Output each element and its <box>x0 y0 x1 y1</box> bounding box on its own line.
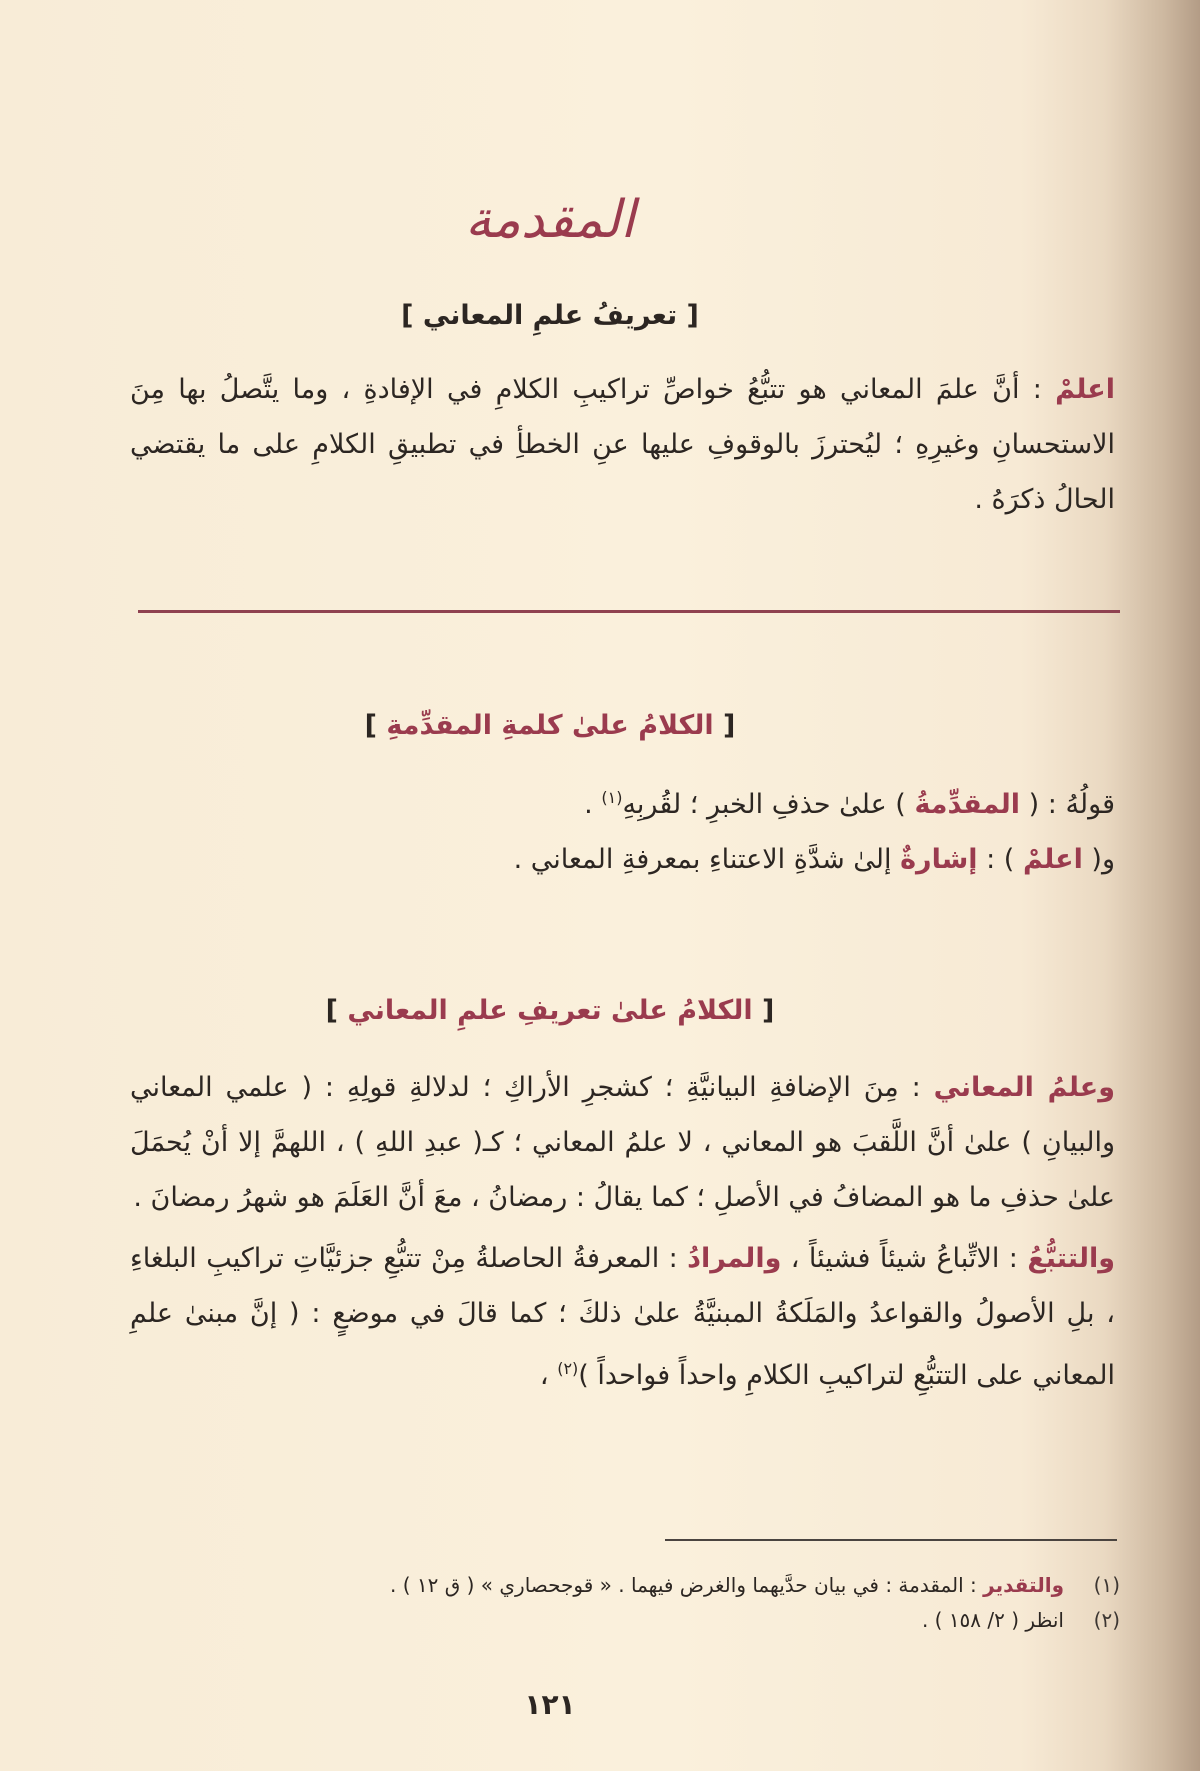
commentary-line-2: و( اعلمْ ) : إشارةٌ إلىٰ شدَّةِ الاعتناءِ بمعرفةِ المعاني . <box>513 844 1115 875</box>
definition-commentary <box>130 1060 1115 1403</box>
section-heading-definition-commentary <box>0 995 1100 1026</box>
quoted-term: المقدِّمةُ <box>914 789 1021 820</box>
page-title: المقدمة <box>465 190 635 250</box>
lead-term: وعلمُ المعاني <box>933 1072 1115 1103</box>
bracket-open: [ <box>752 995 775 1026</box>
footnote-number: (١) <box>1093 1573 1120 1597</box>
definition-paragraph-block <box>130 362 1115 527</box>
commentary-line-1: قولُهُ : ( المقدِّمةُ ) علىٰ حذفِ الخبرِ ؛ لقُربِهِ$^{(١)}$ . <box>584 788 1115 820</box>
footnote-1 <box>130 1568 1120 1603</box>
footnote-2 <box>130 1603 1120 1638</box>
bracket-open: [ <box>713 710 736 741</box>
footnotes <box>130 1568 1120 1638</box>
footnote-number: (٢) <box>1093 1608 1120 1632</box>
paragraph-text: : أنَّ علمَ المعاني هو تتبُّعُ خواصِّ تراكيبِ الكلامِ في الإفادةِ ، وما يتَّصلُ بها مِنَ الاستحسانِ وغيرِهِ ؛ ليُحترزَ بالوقوفِ عليها عنِ الخطأِ في تطبيقِ الكلامِ على ما يقتضي الحالُ ذكرَهُ . <box>130 374 1115 515</box>
section-heading-text: الكلامُ علىٰ تعريفِ علمِ المعاني <box>347 995 753 1026</box>
lead-word: اعلمْ <box>1055 374 1115 405</box>
bracket-close: ] <box>364 710 387 741</box>
commentary-paragraph-2: والتتبُّعُ : الاتِّباعُ شيئاً فشيئاً ، والمرادُ : المعرفةُ الحاصلةُ مِنْ تتبُّعِ جزئيَّاتِ تراكيبِ البلغاءِ ، بلِ الأصولُ والقواعدُ والمَلَكةُ المبنيَّةُ علىٰ ذلكَ ؛ كما قالَ في موضعٍ : ( إنَّ مبنىٰ علمِ المعاني على التتبُّعِ لتراكيبِ الكلامِ واحداً فواحداً )$^{(٢)}$ ، <box>130 1243 1115 1391</box>
highlight-term: إشارةٌ <box>900 844 978 875</box>
section-heading-text: [ تعريفُ علمِ المعاني ] <box>401 300 699 331</box>
footnote-divider <box>665 1539 1117 1541</box>
footnote-ref-2[interactable]: (٢) <box>557 1359 579 1378</box>
footnote-text: انظر ( ٢/ ١٥٨ ) . <box>921 1608 1064 1632</box>
page-number: ١٢١ <box>524 1688 576 1721</box>
section-heading-definition <box>0 300 1100 331</box>
footnote-text: والتقدير : المقدمة : في بيان حدَّيهما والغرض فيهما . « قوجحصاري » ( ق ١٢ ) . <box>390 1573 1064 1597</box>
commentary-paragraph-1: وعلمُ المعاني : مِنَ الإضافةِ البيانيَّةِ ؛ كشجرِ الأراكِ ؛ لدلالةِ قولِهِ : ( علمي المعاني والبيانِ ) علىٰ أنَّ اللَّقبَ هو المعاني ، لا علمُ المعاني ؛ كـ( عبدِ اللهِ ) ، اللهمَّ إلا أنْ يُحمَلَ علىٰ حذفِ ما هو المضافُ في الأصلِ ؛ كما يقالُ : رمضانُ ، معَ أنَّ العَلَمَ هو شهرُ رمضانَ . <box>130 1072 1115 1213</box>
definition-paragraph <box>130 362 1115 527</box>
section-heading-text: الكلامُ علىٰ كلمةِ المقدِّمةِ <box>386 710 714 741</box>
lead-term: والمرادُ <box>687 1243 782 1274</box>
bracket-close: ] <box>325 995 348 1026</box>
lead-term: والتتبُّعُ <box>1027 1243 1115 1274</box>
section-heading-muqaddima-word <box>0 710 1100 741</box>
muqaddima-commentary <box>130 770 1115 887</box>
quoted-term: اعلمْ <box>1022 844 1083 875</box>
section-divider <box>138 610 1120 613</box>
footnote-ref-1[interactable]: (١) <box>601 788 623 807</box>
